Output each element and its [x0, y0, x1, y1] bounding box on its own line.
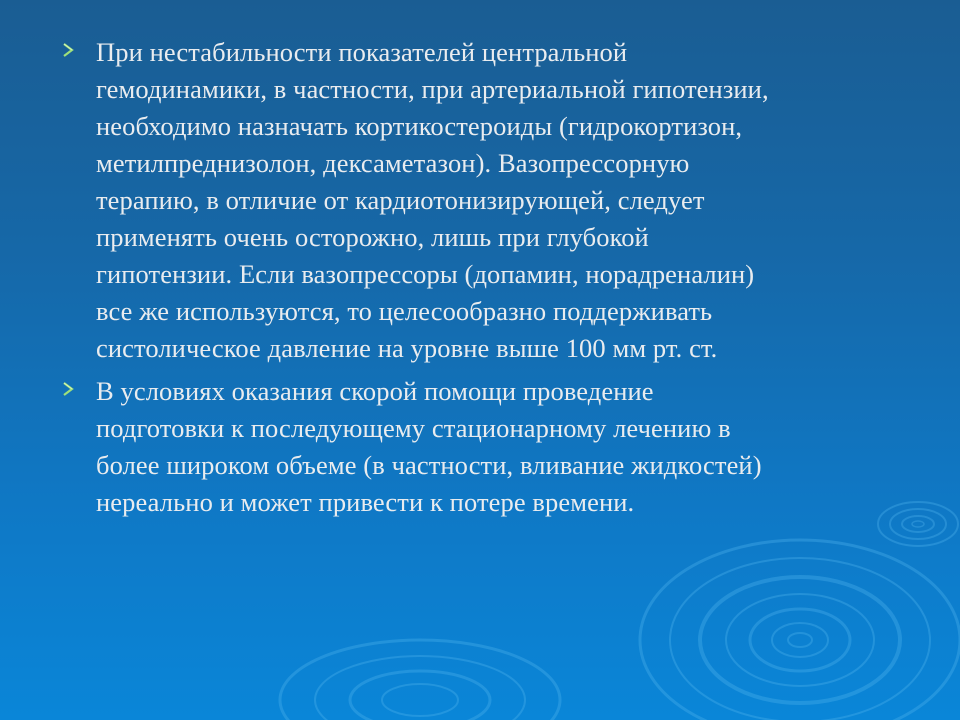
bullet-text: В условиях оказания скорой помощи проведение подготовки к последующему стационарному лечению в более широком объеме (в частности, вливание жидкостей) нереально и может привести к потере времени. — [96, 376, 762, 517]
bullet-item — [58, 373, 918, 521]
slide-content — [58, 34, 918, 527]
chevron-right-icon — [60, 41, 78, 59]
bullet-item — [58, 34, 918, 367]
chevron-right-icon — [60, 380, 78, 398]
bullet-text: При нестабильности показателей центральной гемодинамики, в частности, при артериальной гипотензии, необходимо назначать кортикостероиды (гидрокортизон, метилпреднизолон, дексаметазон). Вазопрессорную терапию, в отличие от кардиотонизирующей, следует применять очень осторожно, лишь при глубокой гипотензии. Если вазопрессоры (допамин, норадреналин) все же используются, то целесообразно поддерживать систолическое давление на уровне выше 100 мм рт. ст. — [96, 37, 769, 363]
ripple-bottom-left — [280, 640, 560, 720]
ripple-large — [640, 540, 960, 720]
